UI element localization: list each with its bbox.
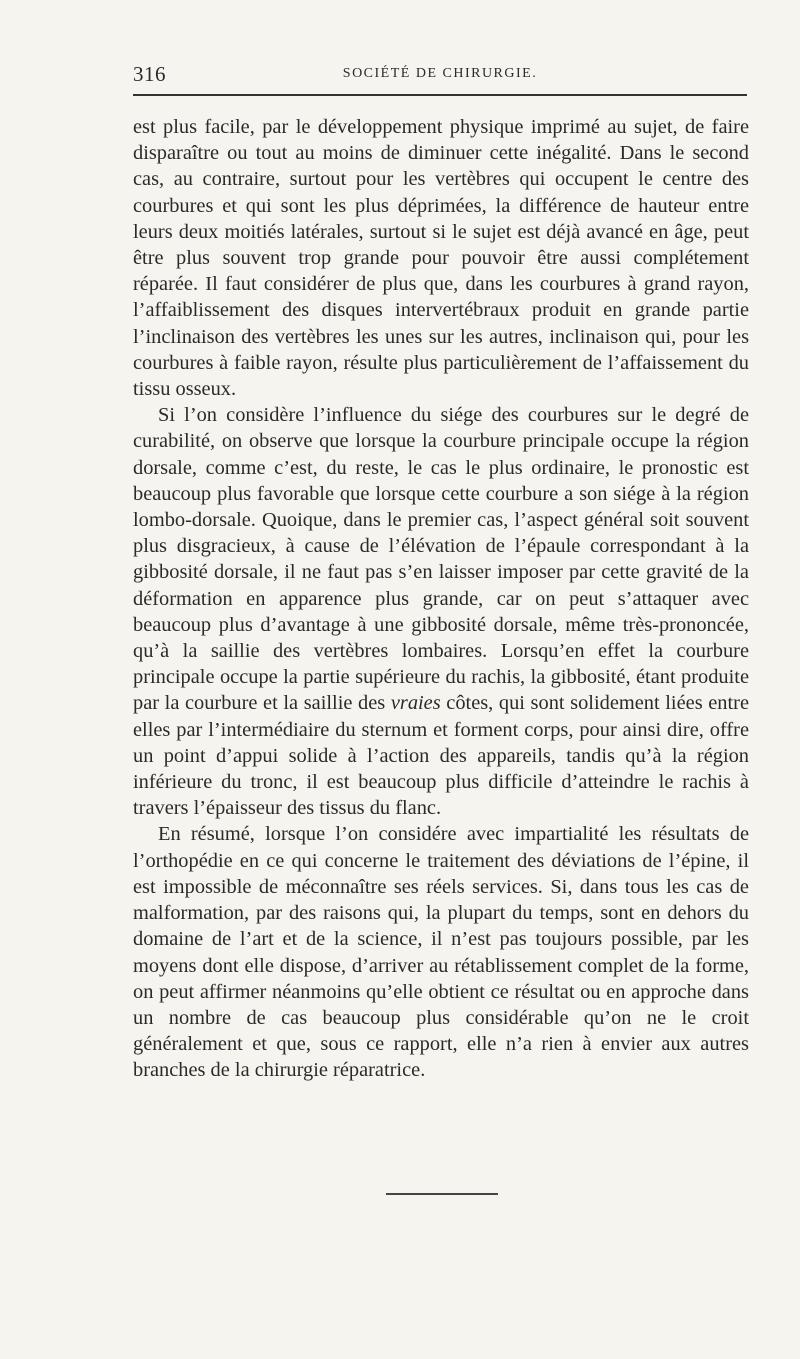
body-text [133,114,749,1084]
running-head: SOCIÉTÉ DE CHIRURGIE. [342,66,538,81]
header-rule [133,94,747,96]
page-header [133,60,747,88]
paragraph-summary: En résumé, lorsque l’on considére avec impartialité les résultats de l’orthopédie en ce qui concerne le traitement des déviations de l’épine, il est impossible de méconnaître ses réels services. Si, dans tous les cas de malformation, par des raisons qui, la plupart du temps, sont en dehors du domaine de l’art et de la science, il n’est pas toujours possible, par les moyens dont elle dispose, d’arriver au rétablissement complet de la forme, on peut affirmer néanmoins qu’elle obtient ce résultat ou en approche dans un nombre de cas beaucoup plus considérable qu’on ne le croit généralement et que, sous ce rapport, elle n’a rien à envier aux autres branches de la chirurgie réparatrice. [133,823,749,1082]
italic-word: vraies [390,692,441,715]
section-end-rule [386,1193,498,1195]
page-number: 316 [133,62,166,86]
paragraph-continuation: est plus facile, par le développement physique imprimé au sujet, de faire disparaître ou tout au moins de diminuer cette inégalité. Dans le second cas, au contraire, surtout pour les vertèbres qui occupent le centre des courbures et qui sont les plus déprimées, la différence de hauteur entre leurs deux moitiés latérales, surtout si le sujet est déjà avancé en âge, peut être plus souvent trop grande pour pouvoir être aussi complétement réparée. Il faut considérer de plus que, dans les courbures à grand rayon, l’affaiblissement des disques intervertébraux produit en grande partie l’inclinaison des vertèbres les unes sur les autres, inclinaison qui, pour les courbures à faible rayon, résulte plus particulièrement de l’affaissement du tissu osseux. [133,116,749,401]
paragraph-curability [133,402,749,821]
paragraph-text: côtes, qui sont solidement liées entre elles par l’intermédiaire du sternum et forment corps, pour ainsi dire, offre un point d’appui solide à l’action des appareils, tandis qu’à la région inférieure du tronc, il est beaucoup plus difficile d’atteindre le rachis à travers l’épaisseur des tissus du flanc. [133,692,749,820]
paragraph-text: Si l’on considère l’influence du siége des courbures sur le degré de curabilité, on observe que lorsque la courbure principale occupe la région dorsale, comme c’est, du reste, le cas le plus ordinaire, le pronostic est beaucoup plus favorable que lorsque cette courbure a son siége à la région lombo-dorsale. Quoique, dans le premier cas, l’aspect général soit souvent plus disgracieux, à cause de l’élévation de l’épaule correspondant à la gibbosité dorsale, il ne faut pas s’en laisser imposer par cette gravité de la déformation en apparence plus grande, car on peut s’attaquer avec beaucoup plus d’avantage à une gibbosité dorsale, même très-prononcée, qu’à la saillie des vertèbres lombaires. Lorsqu’en effet la courbure principale occupe la partie supérieure du rachis, la gibbosité, étant produite par la courbure et la saillie des [133,404,749,715]
